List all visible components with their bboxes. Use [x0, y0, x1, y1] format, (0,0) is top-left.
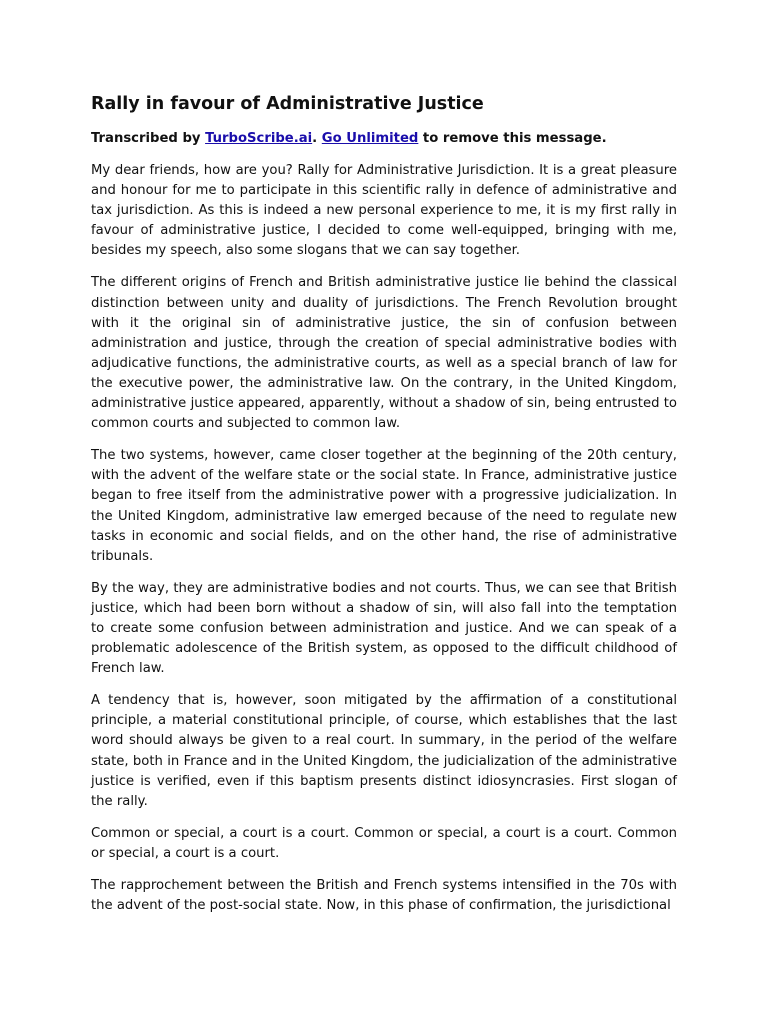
- go-unlimited-link[interactable]: Go Unlimited: [321, 131, 419, 146]
- paragraph-4: By the way, they are administrative bodies and not courts. Thus, we can see that British justice, which had been born without a shadow of sin, will also fall into the temptation to create some confusion between administration and justice. And we can speak of a problematic adolescence of the British system, as opposed to the difficult childhood of French law.: [91, 580, 677, 677]
- paragraph-6: Common or special, a court is a court. Common or special, a court is a court. Common or special, a court is a court.: [91, 825, 677, 861]
- paragraph-1: My dear friends, how are you? Rally for Administrative Jurisdiction. It is a great pleasure and honour for me to participate in this scientific rally in defence of administrative and tax jurisdiction. As this is indeed a new personal experience to me, it is my first rally in favour of administrative justice, I decided to come well-equipped, bringing with me, besides my speech, also some slogans that we can say together.: [91, 163, 677, 259]
- notice-separator: .: [312, 131, 322, 146]
- turboscribe-link[interactable]: TurboScribe.ai: [205, 131, 313, 146]
- paragraph-2: The different origins of French and British administrative justice lie behind the classical distinction between unity and duality of jurisdictions. The French Revolution brought with it the original sin of administrative justice, the sin of confusion between administration and justice, through the creation of special administrative bodies with adjudicative functions, the administrative courts, as well as a special branch of law for the executive power, the administrative law. On the contrary, in the United Kingdom, administrative justice appeared, apparently, without a shadow of sin, being entrusted to common courts and subjected to common law.: [91, 275, 677, 432]
- transcription-notice: [91, 129, 677, 149]
- paragraph-3: The two systems, however, came closer together at the beginning of the 20th century, with the advent of the welfare state or the social state. In France, administrative justice began to free itself from the administrative power with a progressive judicialization. In the United Kingdom, administrative law emerged because of the need to regulate new tasks in economic and social fields, and on the other hand, the rise of administrative tribunals.: [91, 448, 677, 564]
- paragraph-5: A tendency that is, however, soon mitigated by the affirmation of a constitutional principle, a material constitutional principle, of course, which establishes that the last word should always be given to a real court. In summary, in the period of the welfare state, both in France and in the United Kingdom, the judicialization of the administrative justice is verified, even if this baptism presents distinct idiosyncrasies. First slogan of the rally.: [91, 693, 677, 809]
- document-page: [91, 92, 677, 928]
- notice-suffix: to remove this message.: [418, 131, 607, 146]
- document-title: Rally in favour of Administrative Justice: [91, 94, 484, 114]
- notice-prefix: Transcribed by: [91, 131, 206, 146]
- paragraph-7: The rapprochement between the British and French systems intensified in the 70s with the advent of the post-social state. Now, in this phase of confirmation, the jurisdictional: [91, 878, 677, 914]
